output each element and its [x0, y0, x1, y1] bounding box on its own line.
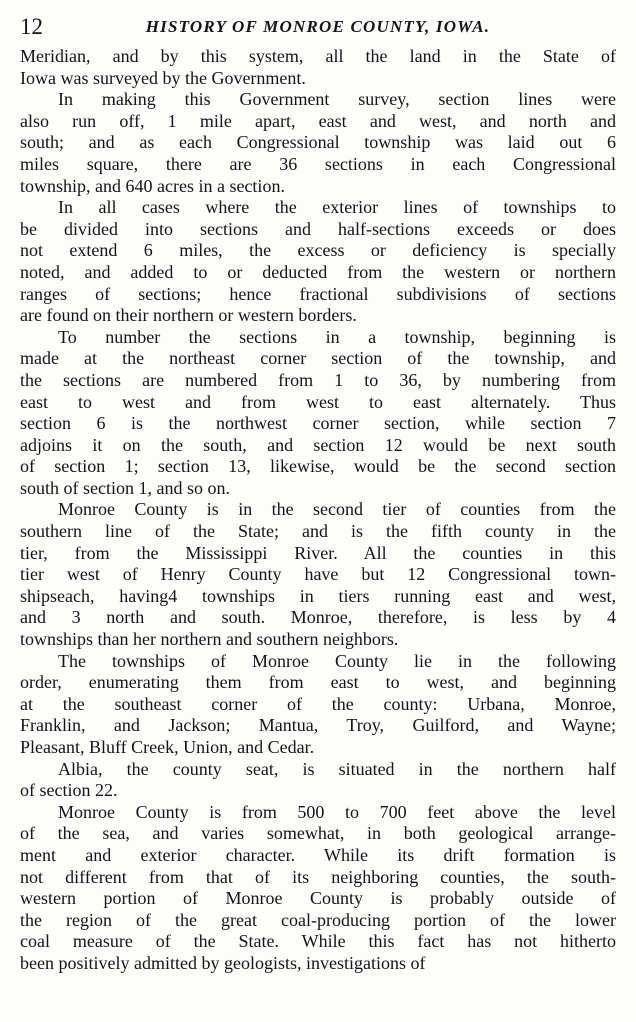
text-line: In all cases where the exterior lines of townships to: [58, 197, 616, 218]
text-line: the sections are numbered from 1 to 36, by numbering from: [20, 369, 616, 390]
paragraph: [20, 89, 616, 197]
text-line: made at the northeast corner section of the township, and: [20, 348, 616, 369]
paragraph: [20, 499, 616, 650]
text-line: the region of the great coal-producing portion of the lower: [20, 909, 616, 930]
text-line: shipseach, having4 townships in tiers running east and west,: [20, 585, 616, 606]
text-line: been positively admitted by geologists, investigations of: [20, 952, 426, 973]
text-line: Monroe County is in the second tier of counties from the: [58, 499, 616, 520]
text-line: tier west of Henry County have but 12 Congressional town-: [20, 564, 616, 585]
paragraph: [20, 197, 616, 327]
text-line: Albia, the county seat, is situated in the northern half: [58, 758, 616, 779]
text-line: ment and exterior character. While its drift formation is: [20, 844, 616, 865]
paragraph: [20, 802, 616, 975]
text-line: townships than her northern and southern neighbors.: [20, 629, 399, 650]
text-line: southern line of the State; and is the fifth county in the: [20, 521, 616, 542]
paragraph: [20, 327, 616, 500]
running-title: HISTORY OF MONROE COUNTY, IOWA.: [145, 17, 491, 36]
text-line: are found on their northern or western borders.: [20, 305, 357, 326]
paragraph: [20, 46, 616, 89]
text-line: south; and as each Congressional township was laid out 6: [20, 132, 616, 153]
body-text: [20, 46, 616, 975]
text-line: The townships of Monroe County lie in the following: [58, 650, 616, 671]
text-line: Franklin, and Jackson; Mantua, Troy, Guilford, and Wayne;: [20, 715, 616, 736]
text-line: of section 22.: [20, 780, 118, 801]
text-line: not different from that of its neighboring counties, the south-: [20, 866, 616, 887]
text-line: tier, from the Mississippi River. All the counties in this: [20, 542, 616, 563]
text-line: miles square, there are 36 sections in each Congressional: [20, 153, 616, 174]
text-line: also run off, 1 mile apart, east and west, and north and: [20, 110, 616, 131]
text-line: township, and 640 acres in a section.: [20, 175, 285, 196]
text-line: Meridian, and by this system, all the land in the State of: [20, 46, 616, 66]
text-line: south of section 1, and so on.: [20, 477, 230, 498]
page-number: 12: [20, 14, 43, 39]
text-line: Monroe County is from 500 to 700 feet above the level: [58, 801, 616, 822]
text-line: section 6 is the northwest corner section, while section 7: [20, 413, 616, 434]
text-line: order, enumerating them from east to west, and beginning: [20, 672, 616, 693]
text-line: coal measure of the State. While this fact has not hitherto: [20, 931, 616, 952]
text-line: at the southeast corner of the county: Urbana, Monroe,: [20, 693, 616, 714]
paragraph: [20, 759, 616, 802]
text-line: be divided into sections and half-sections exceeds or does: [20, 218, 616, 239]
text-line: In making this Government survey, section lines were: [58, 89, 616, 110]
text-line: Pleasant, Bluff Creek, Union, and Cedar.: [20, 737, 315, 757]
text-line: and 3 north and south. Monroe, therefore, is less by 4: [20, 607, 616, 628]
text-line: ranges of sections; hence fractional subdivisions of sections: [20, 283, 616, 304]
text-line: not extend 6 miles, the excess or deficiency is specially: [20, 240, 616, 261]
text-line: Iowa was surveyed by the Government.: [20, 67, 306, 88]
text-line: of section 1; section 13, likewise, would be the second section: [20, 456, 616, 477]
text-line: noted, and added to or deducted from the western or northern: [20, 261, 616, 282]
running-head: [20, 12, 616, 42]
text-line: adjoins it on the south, and section 12 would be next south: [20, 434, 616, 455]
text-line: western portion of Monroe County is probably outside of: [20, 888, 616, 909]
text-line: To number the sections in a township, beginning is: [58, 326, 616, 347]
paragraph: [20, 651, 616, 759]
text-line: of the sea, and varies somewhat, in both geological arrange-: [20, 823, 616, 844]
text-line: east to west and from west to east alternately. Thus: [20, 391, 616, 412]
